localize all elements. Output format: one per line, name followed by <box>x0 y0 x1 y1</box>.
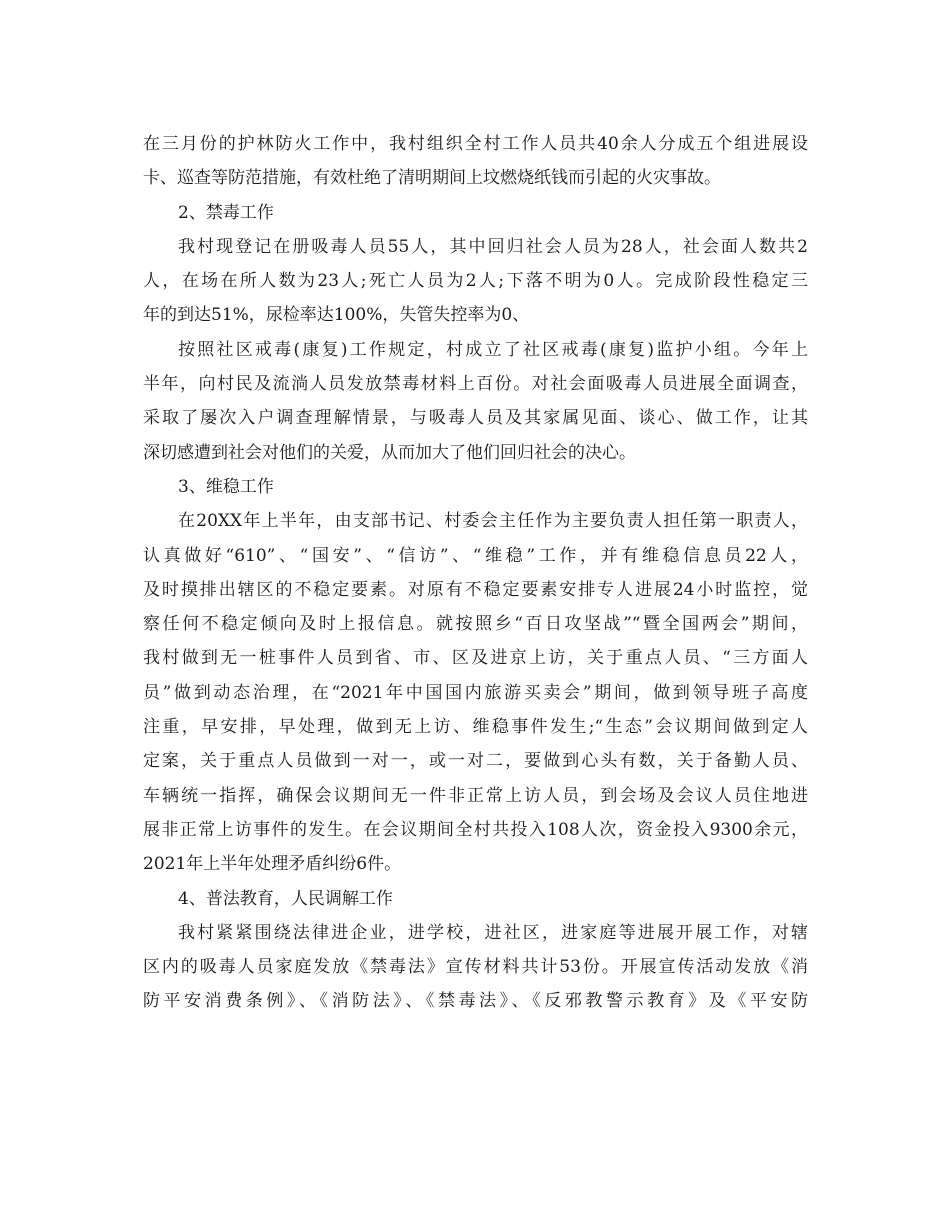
text-line: 展非正常上访事件的发生。在会议期间全村共投入108人次，资金投入9300余元， <box>143 819 808 840</box>
text-line: 员”做到动态治理，在“2021年中国国内旅游买卖会”期间，做到领导班子高度 <box>143 682 808 703</box>
text-line: 认真做好“610”、“国安”、“信访”、“维稳”工作，并有维稳信息员22人， <box>143 545 808 566</box>
text-line: 车辆统一指挥，确保会议期间无一件非正常上访人员，到会场及会议人员住地进 <box>143 785 808 806</box>
document-body <box>143 127 808 1019</box>
text-line: 4、普法教育，人民调解工作 <box>178 888 393 909</box>
text-line: 我村紧紧围绕法律进企业，进学校，进社区，进家庭等进展开展工作，对辖 <box>178 922 808 943</box>
text-line: 在三月份的护林防火工作中，我村组织全村工作人员共40余人分成五个组进展设 <box>143 134 808 154</box>
text-line: 年的到达51%，尿检率达100%，失管失控率为0、 <box>143 305 530 326</box>
text-line: 采取了屡次入户调查理解情景，与吸毒人员及其家属见面、谈心、做工作，让其 <box>143 408 808 429</box>
text-line: 定案，关于重点人员做到一对一，或一对二，要做到心头有数，关于备勤人员、 <box>143 751 808 772</box>
text-line: 区内的吸毒人员家庭发放《禁毒法》宣传材料共计53份。开展宣传活动发放《消 <box>143 957 808 978</box>
text-line: 我村做到无一桩事件人员到省、市、区及进京上访，关于重点人员、“三方面人 <box>143 648 808 669</box>
text-line: 半年，向村民及流淌人员发放禁毒材料上百份。对社会面吸毒人员进展全面调查， <box>143 374 808 395</box>
text-line: 2021年上半年处理矛盾纠纷6件。 <box>143 854 402 875</box>
text-line: 深切感遭到社会对他们的关爱，从而加大了他们回归社会的决心。 <box>143 442 636 463</box>
text-line: 人，在场在所人数为23人;死亡人员为2人;下落不明为0人。完成阶段性稳定三 <box>143 271 808 292</box>
text-line: 在20XX年上半年，由支部书记、村委会主任作为主要负责人担任第一职责人， <box>178 511 808 532</box>
text-line: 卡、巡查等防范措施，有效杜绝了清明期间上坟燃烧纸钱而引起的火灾事故。 <box>143 168 721 189</box>
text-line: 3、维稳工作 <box>178 476 274 497</box>
text-line: 按照社区戒毒(康复)工作规定，村成立了社区戒毒(康复)监护小组。今年上 <box>178 339 808 360</box>
text-line: 注重，早安排，早处理，做到无上访、维稳事件发生;“生态”会议期间做到定人 <box>143 717 808 738</box>
text-line: 2、禁毒工作 <box>178 202 274 223</box>
text-line: 防平安消费条例》、《消防法》、《禁毒法》、《反邪教警示教育》及《平安防 <box>143 991 808 1012</box>
text-line: 我村现登记在册吸毒人员55人，其中回归社会人员为28人，社会面人数共2 <box>178 236 808 257</box>
text-line: 察任何不稳定倾向及时上报信息。就按照乡“百日攻坚战”“暨全国两会”期间， <box>143 614 808 635</box>
text-line: 及时摸排出辖区的不稳定要素。对原有不稳定要素安排专人进展24小时监控，觉 <box>143 579 808 600</box>
